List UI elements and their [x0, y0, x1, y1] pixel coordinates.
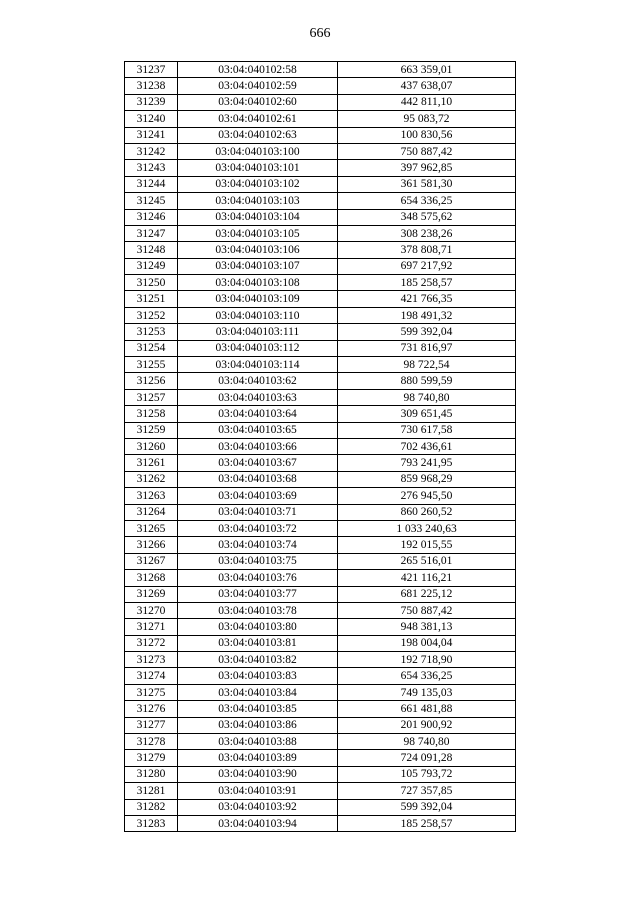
value-cell: 185 258,57 — [338, 275, 516, 291]
value-cell: 1 033 240,63 — [338, 520, 516, 536]
table-row — [125, 602, 516, 618]
value-cell: 309 651,45 — [338, 406, 516, 422]
table-row — [125, 471, 516, 487]
value-cell: 793 241,95 — [338, 455, 516, 471]
value-cell: 98 722,54 — [338, 357, 516, 373]
value-cell: 192 015,55 — [338, 537, 516, 553]
table-row — [125, 225, 516, 241]
value-cell: 308 238,26 — [338, 225, 516, 241]
table-row — [125, 455, 516, 471]
table-row — [125, 127, 516, 143]
cadastral-number-cell: 03:04:040103:83 — [178, 668, 338, 684]
cadastral-number-cell: 03:04:040103:67 — [178, 455, 338, 471]
value-cell: 859 968,29 — [338, 471, 516, 487]
cadastral-number-cell: 03:04:040103:106 — [178, 242, 338, 258]
table-row — [125, 160, 516, 176]
table-row — [125, 750, 516, 766]
cadastral-number-cell: 03:04:040103:65 — [178, 422, 338, 438]
row-number-cell: 31268 — [125, 570, 178, 586]
row-number-cell: 31258 — [125, 406, 178, 422]
value-cell: 98 740,80 — [338, 734, 516, 750]
row-number-cell: 31272 — [125, 635, 178, 651]
table-body — [125, 62, 516, 832]
value-cell: 276 945,50 — [338, 488, 516, 504]
cadastral-number-cell: 03:04:040103:92 — [178, 799, 338, 815]
value-cell: 198 004,04 — [338, 635, 516, 651]
cadastral-number-cell: 03:04:040103:100 — [178, 143, 338, 159]
value-cell: 437 638,07 — [338, 78, 516, 94]
cadastral-number-cell: 03:04:040103:64 — [178, 406, 338, 422]
table-row — [125, 783, 516, 799]
cadastral-number-cell: 03:04:040103:102 — [178, 176, 338, 192]
row-number-cell: 31278 — [125, 734, 178, 750]
cadastral-number-cell: 03:04:040102:58 — [178, 62, 338, 78]
value-cell: 201 900,92 — [338, 717, 516, 733]
cadastral-number-cell: 03:04:040103:63 — [178, 389, 338, 405]
table-row — [125, 815, 516, 831]
cadastral-number-cell: 03:04:040103:66 — [178, 438, 338, 454]
table-row — [125, 438, 516, 454]
row-number-cell: 31279 — [125, 750, 178, 766]
value-cell: 421 116,21 — [338, 570, 516, 586]
cadastral-number-cell: 03:04:040103:85 — [178, 701, 338, 717]
table-row — [125, 62, 516, 78]
table-row — [125, 635, 516, 651]
value-cell: 948 381,13 — [338, 619, 516, 635]
table-row — [125, 111, 516, 127]
cadastral-number-cell: 03:04:040102:63 — [178, 127, 338, 143]
cadastral-number-cell: 03:04:040103:62 — [178, 373, 338, 389]
row-number-cell: 31277 — [125, 717, 178, 733]
table-row — [125, 668, 516, 684]
table-row — [125, 553, 516, 569]
row-number-cell: 31266 — [125, 537, 178, 553]
row-number-cell: 31255 — [125, 357, 178, 373]
value-cell: 697 217,92 — [338, 258, 516, 274]
row-number-cell: 31280 — [125, 766, 178, 782]
cadastral-number-cell: 03:04:040103:114 — [178, 357, 338, 373]
row-number-cell: 31251 — [125, 291, 178, 307]
value-cell: 192 718,90 — [338, 652, 516, 668]
table-row — [125, 537, 516, 553]
table-row — [125, 258, 516, 274]
cadastral-number-cell: 03:04:040103:108 — [178, 275, 338, 291]
row-number-cell: 31248 — [125, 242, 178, 258]
cadastral-number-cell: 03:04:040103:89 — [178, 750, 338, 766]
value-cell: 348 575,62 — [338, 209, 516, 225]
table-row — [125, 570, 516, 586]
value-cell: 421 766,35 — [338, 291, 516, 307]
row-number-cell: 31275 — [125, 684, 178, 700]
value-cell: 702 436,61 — [338, 438, 516, 454]
table-row — [125, 684, 516, 700]
table-row — [125, 94, 516, 110]
row-number-cell: 31261 — [125, 455, 178, 471]
value-cell: 442 811,10 — [338, 94, 516, 110]
table-row — [125, 652, 516, 668]
cadastral-number-cell: 03:04:040103:101 — [178, 160, 338, 176]
cadastral-number-cell: 03:04:040103:84 — [178, 684, 338, 700]
table-row — [125, 357, 516, 373]
table-row — [125, 734, 516, 750]
cadastral-number-cell: 03:04:040103:77 — [178, 586, 338, 602]
cadastral-number-cell: 03:04:040102:60 — [178, 94, 338, 110]
row-number-cell: 31283 — [125, 815, 178, 831]
value-cell: 749 135,03 — [338, 684, 516, 700]
row-number-cell: 31276 — [125, 701, 178, 717]
value-cell: 663 359,01 — [338, 62, 516, 78]
cadastral-number-cell: 03:04:040103:71 — [178, 504, 338, 520]
row-number-cell: 31240 — [125, 111, 178, 127]
value-cell: 198 491,32 — [338, 307, 516, 323]
row-number-cell: 31250 — [125, 275, 178, 291]
row-number-cell: 31245 — [125, 193, 178, 209]
cadastral-number-cell: 03:04:040103:78 — [178, 602, 338, 618]
row-number-cell: 31270 — [125, 602, 178, 618]
value-cell: 860 260,52 — [338, 504, 516, 520]
row-number-cell: 31269 — [125, 586, 178, 602]
cadastral-number-cell: 03:04:040103:86 — [178, 717, 338, 733]
table-row — [125, 422, 516, 438]
table-row — [125, 504, 516, 520]
row-number-cell: 31253 — [125, 324, 178, 340]
value-cell: 361 581,30 — [338, 176, 516, 192]
table-row — [125, 176, 516, 192]
row-number-cell: 31244 — [125, 176, 178, 192]
value-cell: 599 392,04 — [338, 799, 516, 815]
value-cell: 654 336,25 — [338, 668, 516, 684]
table-row — [125, 193, 516, 209]
row-number-cell: 31246 — [125, 209, 178, 225]
value-cell: 880 599,59 — [338, 373, 516, 389]
row-number-cell: 31249 — [125, 258, 178, 274]
row-number-cell: 31252 — [125, 307, 178, 323]
cadastral-number-cell: 03:04:040103:91 — [178, 783, 338, 799]
cadastral-number-cell: 03:04:040103:80 — [178, 619, 338, 635]
row-number-cell: 31263 — [125, 488, 178, 504]
cadastral-number-cell: 03:04:040103:103 — [178, 193, 338, 209]
row-number-cell: 31256 — [125, 373, 178, 389]
table-row — [125, 701, 516, 717]
table-row — [125, 340, 516, 356]
row-number-cell: 31238 — [125, 78, 178, 94]
cadastral-number-cell: 03:04:040103:90 — [178, 766, 338, 782]
value-cell: 265 516,01 — [338, 553, 516, 569]
value-cell: 95 083,72 — [338, 111, 516, 127]
cadastral-number-cell: 03:04:040103:68 — [178, 471, 338, 487]
row-number-cell: 31267 — [125, 553, 178, 569]
row-number-cell: 31259 — [125, 422, 178, 438]
value-cell: 185 258,57 — [338, 815, 516, 831]
value-cell: 750 887,42 — [338, 143, 516, 159]
cadastral-number-cell: 03:04:040103:75 — [178, 553, 338, 569]
value-cell: 397 962,85 — [338, 160, 516, 176]
row-number-cell: 31242 — [125, 143, 178, 159]
table-row — [125, 143, 516, 159]
cadastral-number-cell: 03:04:040103:72 — [178, 520, 338, 536]
value-cell: 730 617,58 — [338, 422, 516, 438]
row-number-cell: 31262 — [125, 471, 178, 487]
value-cell: 727 357,85 — [338, 783, 516, 799]
row-number-cell: 31271 — [125, 619, 178, 635]
cadastral-number-cell: 03:04:040103:112 — [178, 340, 338, 356]
table-row — [125, 324, 516, 340]
cadastral-number-cell: 03:04:040103:69 — [178, 488, 338, 504]
row-number-cell: 31281 — [125, 783, 178, 799]
row-number-cell: 31273 — [125, 652, 178, 668]
cadastral-number-cell: 03:04:040102:59 — [178, 78, 338, 94]
table-row — [125, 242, 516, 258]
cadastral-number-cell: 03:04:040103:104 — [178, 209, 338, 225]
table-row — [125, 406, 516, 422]
row-number-cell: 31260 — [125, 438, 178, 454]
value-cell: 105 793,72 — [338, 766, 516, 782]
row-number-cell: 31241 — [125, 127, 178, 143]
cadastral-number-cell: 03:04:040103:94 — [178, 815, 338, 831]
table-row — [125, 307, 516, 323]
row-number-cell: 31239 — [125, 94, 178, 110]
cadastral-number-cell: 03:04:040103:82 — [178, 652, 338, 668]
cadastral-number-cell: 03:04:040103:105 — [178, 225, 338, 241]
value-cell: 378 808,71 — [338, 242, 516, 258]
table-row — [125, 373, 516, 389]
value-cell: 750 887,42 — [338, 602, 516, 618]
table-row — [125, 799, 516, 815]
value-cell: 724 091,28 — [338, 750, 516, 766]
table-row — [125, 586, 516, 602]
table-row — [125, 520, 516, 536]
table-row — [125, 78, 516, 94]
row-number-cell: 31243 — [125, 160, 178, 176]
row-number-cell: 31237 — [125, 62, 178, 78]
row-number-cell: 31257 — [125, 389, 178, 405]
table-row — [125, 209, 516, 225]
row-number-cell: 31254 — [125, 340, 178, 356]
cadastral-number-cell: 03:04:040102:61 — [178, 111, 338, 127]
value-cell: 599 392,04 — [338, 324, 516, 340]
cadastral-number-cell: 03:04:040103:88 — [178, 734, 338, 750]
row-number-cell: 31247 — [125, 225, 178, 241]
cadastral-number-cell: 03:04:040103:111 — [178, 324, 338, 340]
table-row — [125, 291, 516, 307]
cadastral-value-table — [124, 61, 516, 832]
table-row — [125, 717, 516, 733]
table-row — [125, 275, 516, 291]
value-cell: 731 816,97 — [338, 340, 516, 356]
value-cell: 681 225,12 — [338, 586, 516, 602]
value-cell: 100 830,56 — [338, 127, 516, 143]
cadastral-number-cell: 03:04:040103:76 — [178, 570, 338, 586]
row-number-cell: 31265 — [125, 520, 178, 536]
cadastral-number-cell: 03:04:040103:74 — [178, 537, 338, 553]
cadastral-number-cell: 03:04:040103:107 — [178, 258, 338, 274]
table-row — [125, 766, 516, 782]
value-cell: 661 481,88 — [338, 701, 516, 717]
table-row — [125, 389, 516, 405]
page-number: 666 — [309, 26, 331, 41]
row-number-cell: 31274 — [125, 668, 178, 684]
table-row — [125, 619, 516, 635]
value-cell: 654 336,25 — [338, 193, 516, 209]
row-number-cell: 31264 — [125, 504, 178, 520]
table-row — [125, 488, 516, 504]
cadastral-number-cell: 03:04:040103:81 — [178, 635, 338, 651]
row-number-cell: 31282 — [125, 799, 178, 815]
cadastral-number-cell: 03:04:040103:110 — [178, 307, 338, 323]
cadastral-number-cell: 03:04:040103:109 — [178, 291, 338, 307]
value-cell: 98 740,80 — [338, 389, 516, 405]
